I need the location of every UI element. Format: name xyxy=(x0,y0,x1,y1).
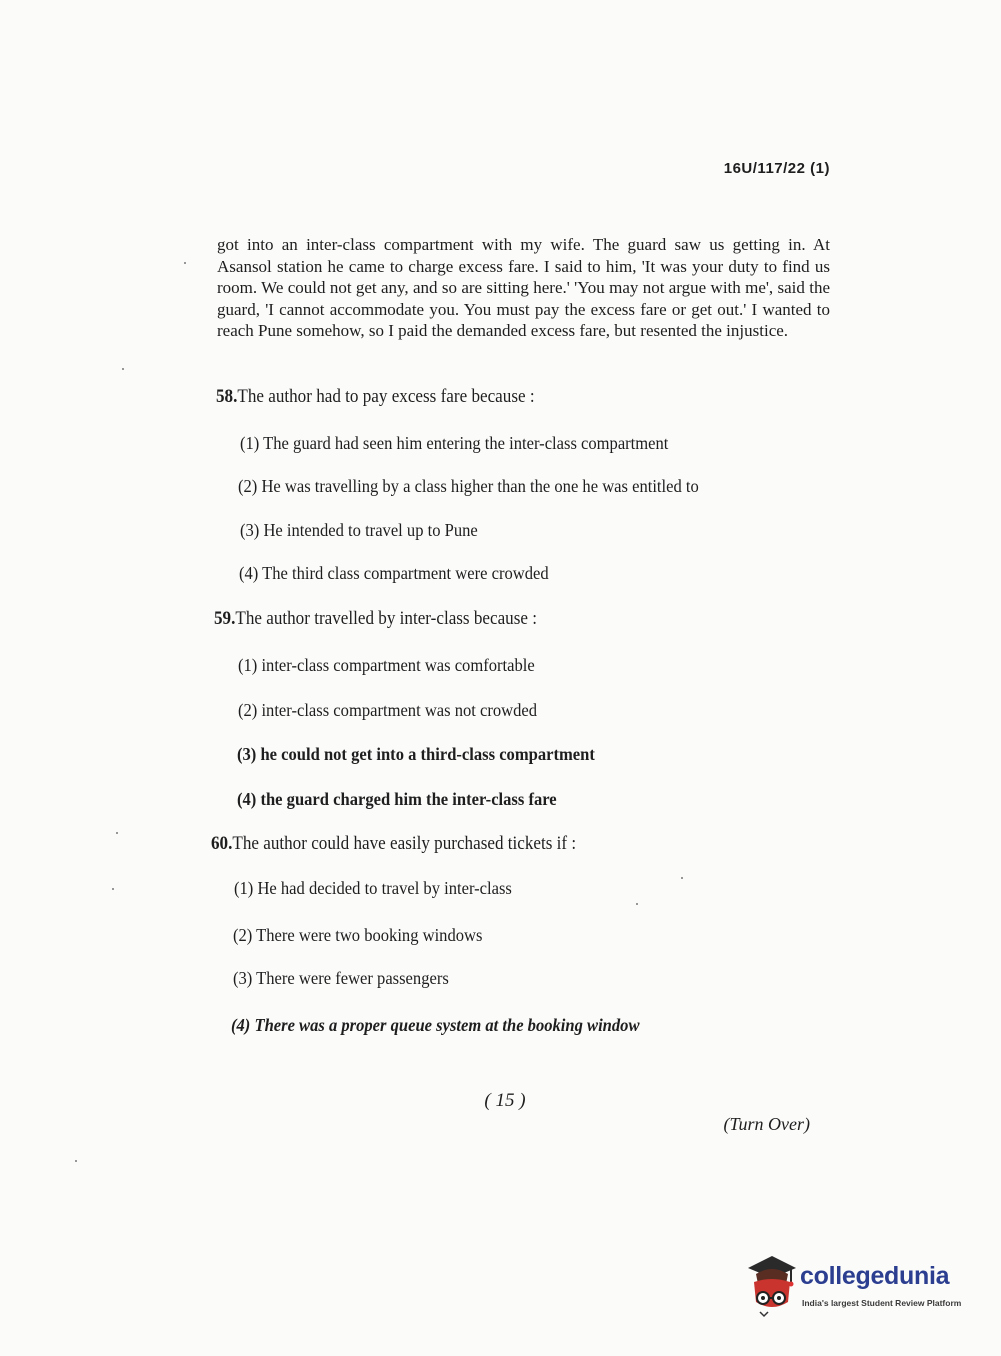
mascot-icon xyxy=(742,1250,800,1320)
question-text: The author could have easily purchased tickets if : xyxy=(232,833,577,854)
scan-speck xyxy=(681,877,683,879)
collegedunia-logo xyxy=(742,1250,972,1320)
q59-option-3: (3) he could not get into a third-class compartment xyxy=(237,744,595,764)
q58-option-2: (2) He was travelling by a class higher than the one he was entitled to xyxy=(238,476,699,496)
brand-tagline: India's largest Student Review Platform xyxy=(802,1298,962,1308)
q59-option-4: (4) the guard charged him the inter-class fare xyxy=(237,789,557,809)
q58-option-3: (3) He intended to travel up to Pune xyxy=(240,520,478,540)
q59-option-1: (1) inter-class compartment was comfortable xyxy=(238,655,535,675)
scan-speck xyxy=(112,888,114,890)
brand-name: collegedunia xyxy=(800,1262,950,1290)
passage-text: got into an inter-class compartment with my wife. The guard saw us getting in. At Asansol station he came to charge excess fare. I said to him, 'It was your duty to find us room. We could not get any, and so are sitting here.' 'You may not argue with me', said the guard, 'I cannot accommodate you. You must pay the excess fare or get out.' I wanted to reach Pune somehow, so I paid the demanded excess fare, but resented the injustice. xyxy=(217,235,830,341)
q58-option-4: (4) The third class compartment were crowded xyxy=(239,563,549,583)
scan-speck xyxy=(184,262,186,264)
scan-speck xyxy=(116,832,118,834)
question-text: The author had to pay excess fare because : xyxy=(237,386,535,407)
q58-option-1: (1) The guard had seen him entering the inter-class compartment xyxy=(240,433,669,453)
question-number: 58. xyxy=(216,386,238,407)
q60-option-2: (2) There were two booking windows xyxy=(233,925,483,945)
q60-option-4: (4) There was a proper queue system at the booking window xyxy=(231,1015,640,1035)
q60-option-3: (3) There were fewer passengers xyxy=(233,968,449,988)
turn-over-note: (Turn Over) xyxy=(723,1114,810,1134)
document-code: 16U/117/22 (1) xyxy=(723,160,830,177)
question-number: 59. xyxy=(214,608,236,629)
q60-option-1: (1) He had decided to travel by inter-class xyxy=(234,878,512,898)
scan-speck xyxy=(636,903,638,905)
question-text: The author travelled by inter-class because : xyxy=(235,608,538,629)
question-59 xyxy=(214,608,537,630)
scan-speck xyxy=(122,368,124,370)
q59-option-2: (2) inter-class compartment was not crowded xyxy=(238,700,538,720)
scan-speck xyxy=(75,1160,77,1162)
page-number: ( 15 ) xyxy=(484,1090,526,1111)
question-number: 60. xyxy=(211,833,233,854)
question-60 xyxy=(211,833,576,855)
question-58 xyxy=(216,386,535,408)
